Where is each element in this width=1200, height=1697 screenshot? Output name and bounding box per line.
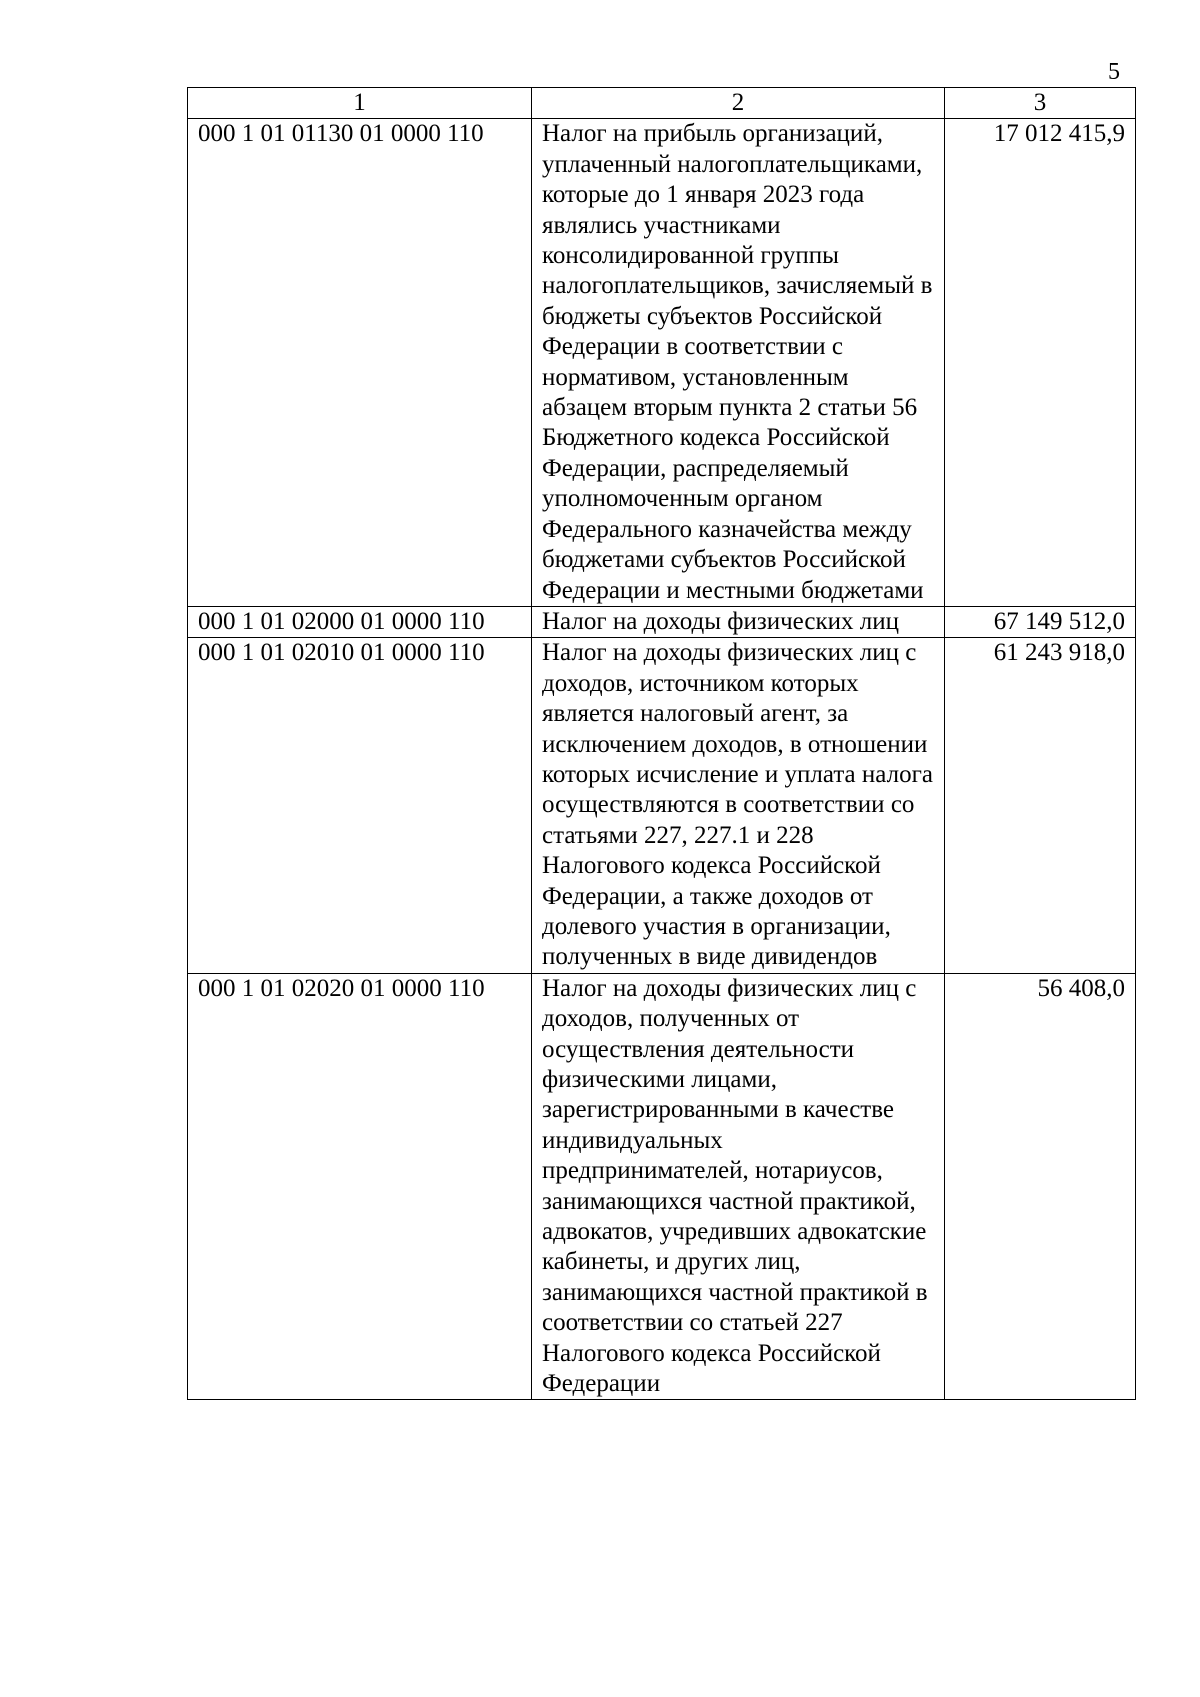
budget-code-cell: 000 1 01 02000 01 0000 110	[188, 606, 532, 637]
column-header-name: 2	[532, 88, 945, 119]
column-header-amount: 3	[945, 88, 1136, 119]
table-header-row	[188, 88, 1136, 119]
table-row	[188, 638, 1136, 973]
budget-code-cell: 000 1 01 02010 01 0000 110	[188, 638, 532, 973]
amount-cell: 61 243 918,0	[945, 638, 1136, 973]
column-header-code: 1	[188, 88, 532, 119]
budget-code-cell: 000 1 01 02020 01 0000 110	[188, 973, 532, 1400]
revenue-name-cell: Налог на доходы физических лиц	[532, 606, 945, 637]
table-row	[188, 973, 1136, 1400]
revenue-table	[187, 87, 1136, 1400]
revenue-name-cell: Налог на доходы физических лиц с доходов, источником которых является налоговый агент, за исключением доходов, в отношении которых исчисление и уплата налога осуществляются в соответствии со статьями 227, 227.1 и 228 Налогового кодекса Российской Федерации, а также доходов от долевого участия в организации, полученных в виде дивидендов	[532, 638, 945, 973]
table-row	[188, 119, 1136, 607]
amount-cell: 17 012 415,9	[945, 119, 1136, 607]
revenue-name-cell: Налог на прибыль организаций, уплаченный налогоплательщиками, которые до 1 января 2023 года являлись участниками консолидированной группы налогоплательщиков, зачисляемый в бюджеты субъектов Российской Федерации в соответствии с нормативом, установленным абзацем вторым пункта 2 статьи 56 Бюджетного кодекса Российской Федерации, распределяемый уполномоченным органом Федерального казначейства между бюджетами субъектов Российской Федерации и местными бюджетами	[532, 119, 945, 607]
amount-cell: 67 149 512,0	[945, 606, 1136, 637]
page-number: 5	[1108, 59, 1120, 85]
revenue-name-cell: Налог на доходы физических лиц с доходов, полученных от осуществления деятельности физическими лицами, зарегистрированными в качестве индивидуальных предпринимателей, нотариусов, занимающихся частной практикой, адвокатов, учредивших адвокатские кабинеты, и других лиц, занимающихся частной практикой в соответствии со статьей 227 Налогового кодекса Российской Федерации	[532, 973, 945, 1400]
table-row	[188, 606, 1136, 637]
amount-cell: 56 408,0	[945, 973, 1136, 1400]
budget-code-cell: 000 1 01 01130 01 0000 110	[188, 119, 532, 607]
